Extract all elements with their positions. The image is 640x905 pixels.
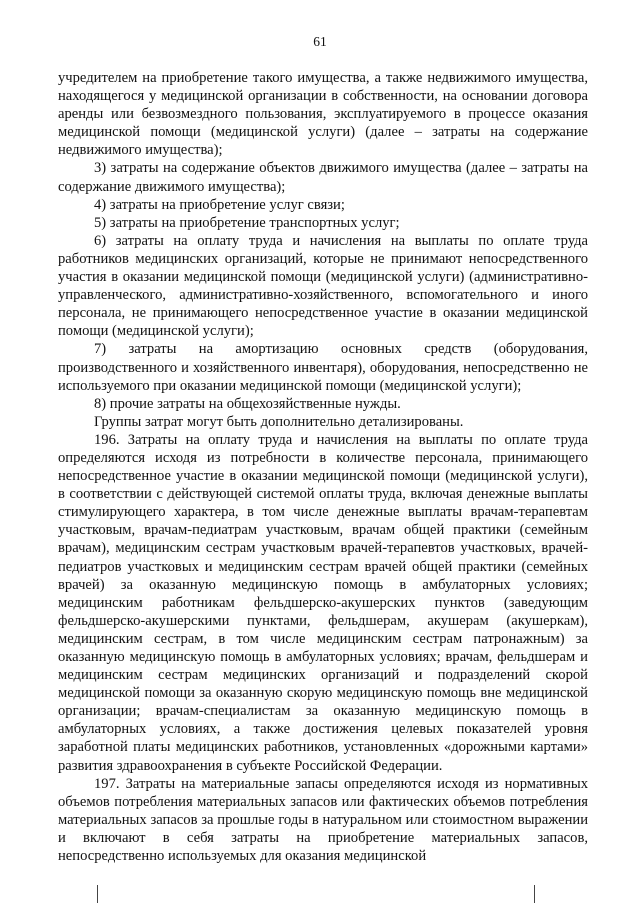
paragraph-item-8: 8) прочие затраты на общехозяйственные нужды. [94, 395, 401, 412]
binding-mark-left [97, 885, 98, 903]
paragraph-item-7: 7) затраты на амортизацию основных средств (оборудования, производственного и хозяйственного инвентаря), оборудования, непосредственно не используемого при оказании медицинской помощи (медицинской услуги); [58, 341, 588, 394]
paragraph-groups-note: Группы затрат могут быть дополнительно детализированы. [94, 413, 464, 430]
binding-mark-right [534, 885, 535, 903]
paragraph-section-197: 197. Затраты на материальные запасы определяются исходя из нормативных объемов потребления материальных запасов или фактических объемов потребления материальных запасов за прошлые годы в натуральном или стоимостном выражении и включают в себя затраты на приобретение материальных запасов, непосредственно используемых для оказания медицинской [58, 775, 588, 865]
document-body [58, 69, 588, 865]
paragraph-item-3: 3) затраты на содержание объектов движимого имущества (далее – затраты на содержание движимого имущества); [58, 160, 588, 195]
paragraph-item-6: 6) затраты на оплату труда и начисления на выплаты по оплате труда работников медицинских организаций, которые не принимают непосредственного участия в оказании медицинской помощи (медицинской услуги) (административно-управленческого, административно-хозяйственного, вспомогательного и иного персонала, не принимающего непосредственное участие в оказании медицинской помощи (медицинской услуги); [58, 232, 588, 340]
paragraph-item-5: 5) затраты на приобретение транспортных услуг; [94, 214, 400, 231]
paragraph-section-196: 196. Затраты на оплату труда и начисления на выплаты по оплате труда определяются исходя из потребности в количестве персонала, принимающего непосредственное участие в оказании медицинской помощи (медицинской услуги), в соответствии с действующей системой оплаты труда, включая денежные выплаты стимулирующего характера, в том числе денежные выплаты врачам-терапевтам участковым, врачам-педиатрам участковым, врачам общей практики (семейным врачам), медицинским сестрам участковым врачей-терапевтов участковых, врачей-педиатров участковых и медицинским сестрам врачей общей практики (семейных врачей) за оказанную медицинскую помощь в амбулаторных условиях; медицинским работникам фельдшерско-акушерских пунктов (заведующим фельдшерско-акушерскими пунктами, фельдшерам, акушерам (акушеркам), медицинским сестрам, в том числе медицинским сестрам патронажным) за оказанную медицинскую помощь в амбулаторных условиях; врачам, фельдшерам и медицинским сестрам медицинских организаций и подразделений скорой медицинской помощи за оказанную скорую медицинскую помощь вне медицинской организации; врачам-специалистам за оказанную медицинскую помощь в амбулаторных условиях, а также достижения целевых показателей уровня заработной платы медицинских работников, установленных «дорожными картами» развития здравоохранения в субъекте Российской Федерации. [58, 431, 588, 774]
paragraph-item-4: 4) затраты на приобретение услуг связи; [94, 196, 345, 213]
page-number: 61 [313, 34, 327, 49]
paragraph-continuation: учредителем на приобретение такого имущества, а также недвижимого имущества, находящегося у медицинской организации в собственности, на основании договора аренды или безвозмездного пользования, эксплуатируемого в процессе оказания медицинской помощи (медицинской услуги) (далее – затраты на содержание недвижимого имущества); [58, 70, 588, 159]
